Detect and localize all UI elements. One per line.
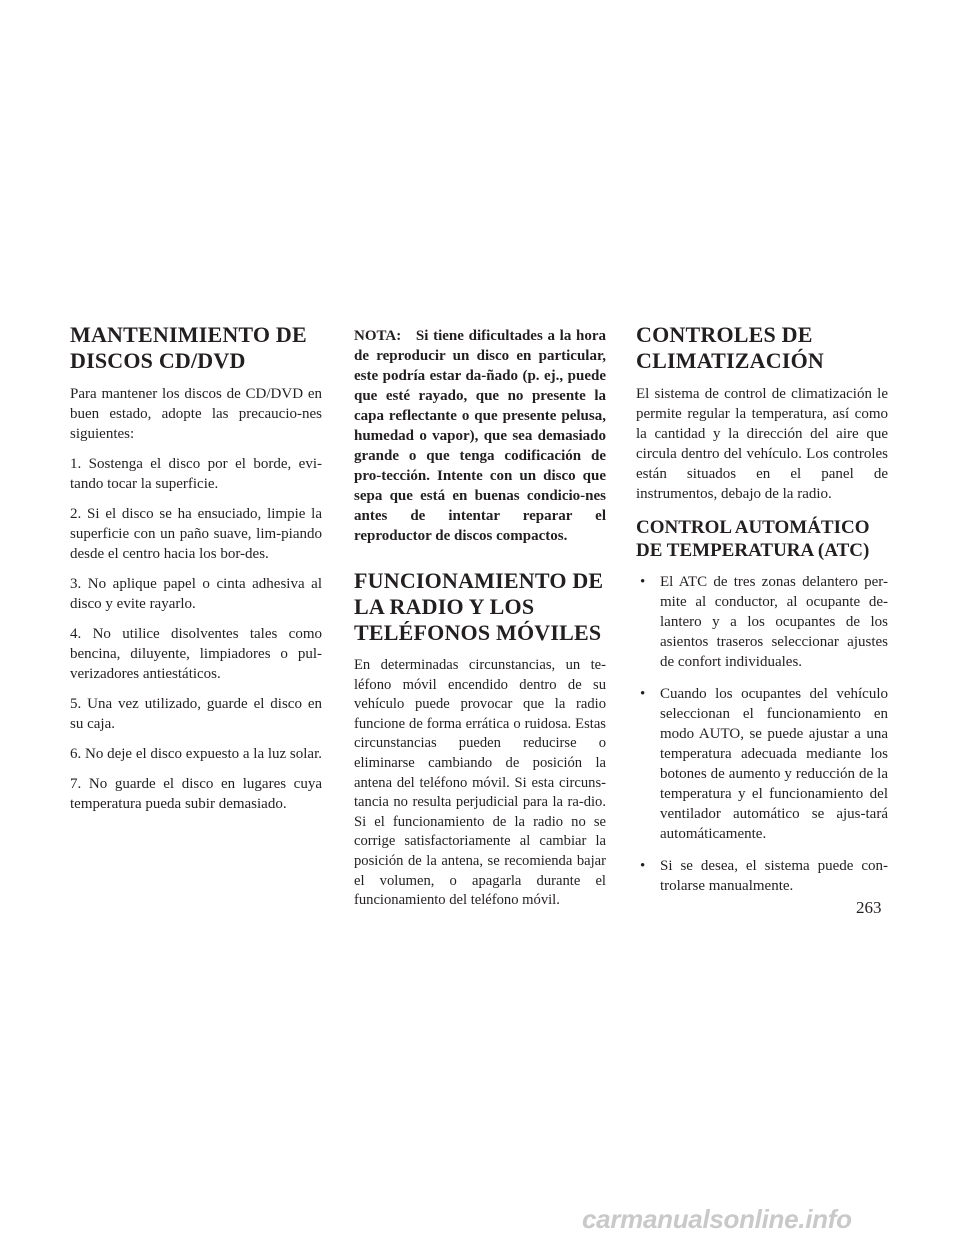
step-1: 1. Sostenga el disco por el borde, evi-tando tocar la superficie. — [70, 456, 322, 492]
heading-disc-maintenance: MANTENIMIENTO DE DISCOS CD/DVD — [70, 322, 307, 373]
note-block — [354, 326, 606, 546]
heading-radio-phones: FUNCIONAMIENTO DE LA RADIO Y LOS TELÉFONOS MÓVILES — [354, 568, 604, 645]
intro-paragraph: Para mantener los discos de CD/DVD en buen estado, adopte las precaucio-nes siguientes: — [70, 386, 322, 442]
step-7: 7. No guarde el disco en lugares cuya temperatura pueda subir demasiado. — [70, 776, 322, 812]
radio-phones-paragraph: En determinadas circunstancias, un te-léfono móvil encendido dentro de su vehículo puede provocar que la radio funcione de forma errática o ruidosa. Estas circunstancias pueden reducirse o eliminarse cambiando de posición la antena del teléfono móvil. Si esta circuns-tancia no resulta perjudicial para la ra-dio. Si el funcionamiento de la radio no se corrige satisfactoriamente al cambiar la posición de la antena, se recomienda bajar el volumen, o apagarla durante el funcionamiento del teléfono móvil. — [354, 657, 606, 909]
note-label: NOTA: — [354, 328, 402, 344]
middle-column — [354, 326, 606, 911]
bullet-item: • El ATC de tres zonas delantero per-mite al conductor, al ocupante de-lantero y a los ocupantes de los asientos traseros seleccionar ajustes de confort individuales. — [636, 572, 888, 672]
note-text: Si tiene dificultades a la hora de reproducir un disco en particular, este podría estar da-ñado (p. ej., puede que esté rayado, que no presente la capa reflectante o que presente pelusa, humedad o vapor), que sea demasiado grande o que tenga codificación de pro-tección. Intente con un disco que sepa que está en buenas condicio-nes antes de intentar reparar el reproductor de discos compactos. — [354, 328, 607, 544]
step-4: 4. No utilice disolventes tales como bencina, diluyente, limpiadores o pul-verizadores antiestáticos. — [70, 626, 322, 682]
watermark-text: carmanualsonline.info — [582, 1204, 852, 1234]
left-column — [70, 322, 322, 824]
step-5: 5. Una vez utilizado, guarde el disco en su caja. — [70, 696, 322, 732]
atc-bullet-list — [636, 572, 888, 896]
step-2: 2. Si el disco se ha ensuciado, limpie la superficie con un paño suave, lim-piando desde el centro hacia los bor-des. — [70, 506, 322, 562]
heading-climate-controls: CONTROLES DE CLIMATIZACIÓN — [636, 322, 824, 373]
step-6: 6. No deje el disco expuesto a la luz solar. — [70, 746, 323, 762]
bullet-item: • Cuando los ocupantes del vehículo seleccionan el funcionamiento en modo AUTO, se puede ajustar a una temperatura adecuada mediante los botones de aumento y reducción de la temperatura y el funcionamiento del ventilador automático se ajus-tará automáticamente. — [636, 684, 888, 844]
step-3: 3. No aplique papel o cinta adhesiva al disco y evite rayarlo. — [70, 576, 322, 612]
climate-intro-paragraph: El sistema de control de climatización le permite regular la temperatura, así como la cantidad y la dirección del aire que circula dentro del vehículo. Los controles están situados en el panel de instrumentos, debajo de la radio. — [636, 386, 888, 502]
right-column — [636, 322, 888, 908]
bullet-item: • Si se desea, el sistema puede con-trolarse manualmente. — [636, 856, 888, 896]
page-number: 263 — [856, 898, 882, 917]
heading-atc: CONTROL AUTOMÁTICO DE TEMPERATURA (ATC) — [636, 517, 870, 561]
